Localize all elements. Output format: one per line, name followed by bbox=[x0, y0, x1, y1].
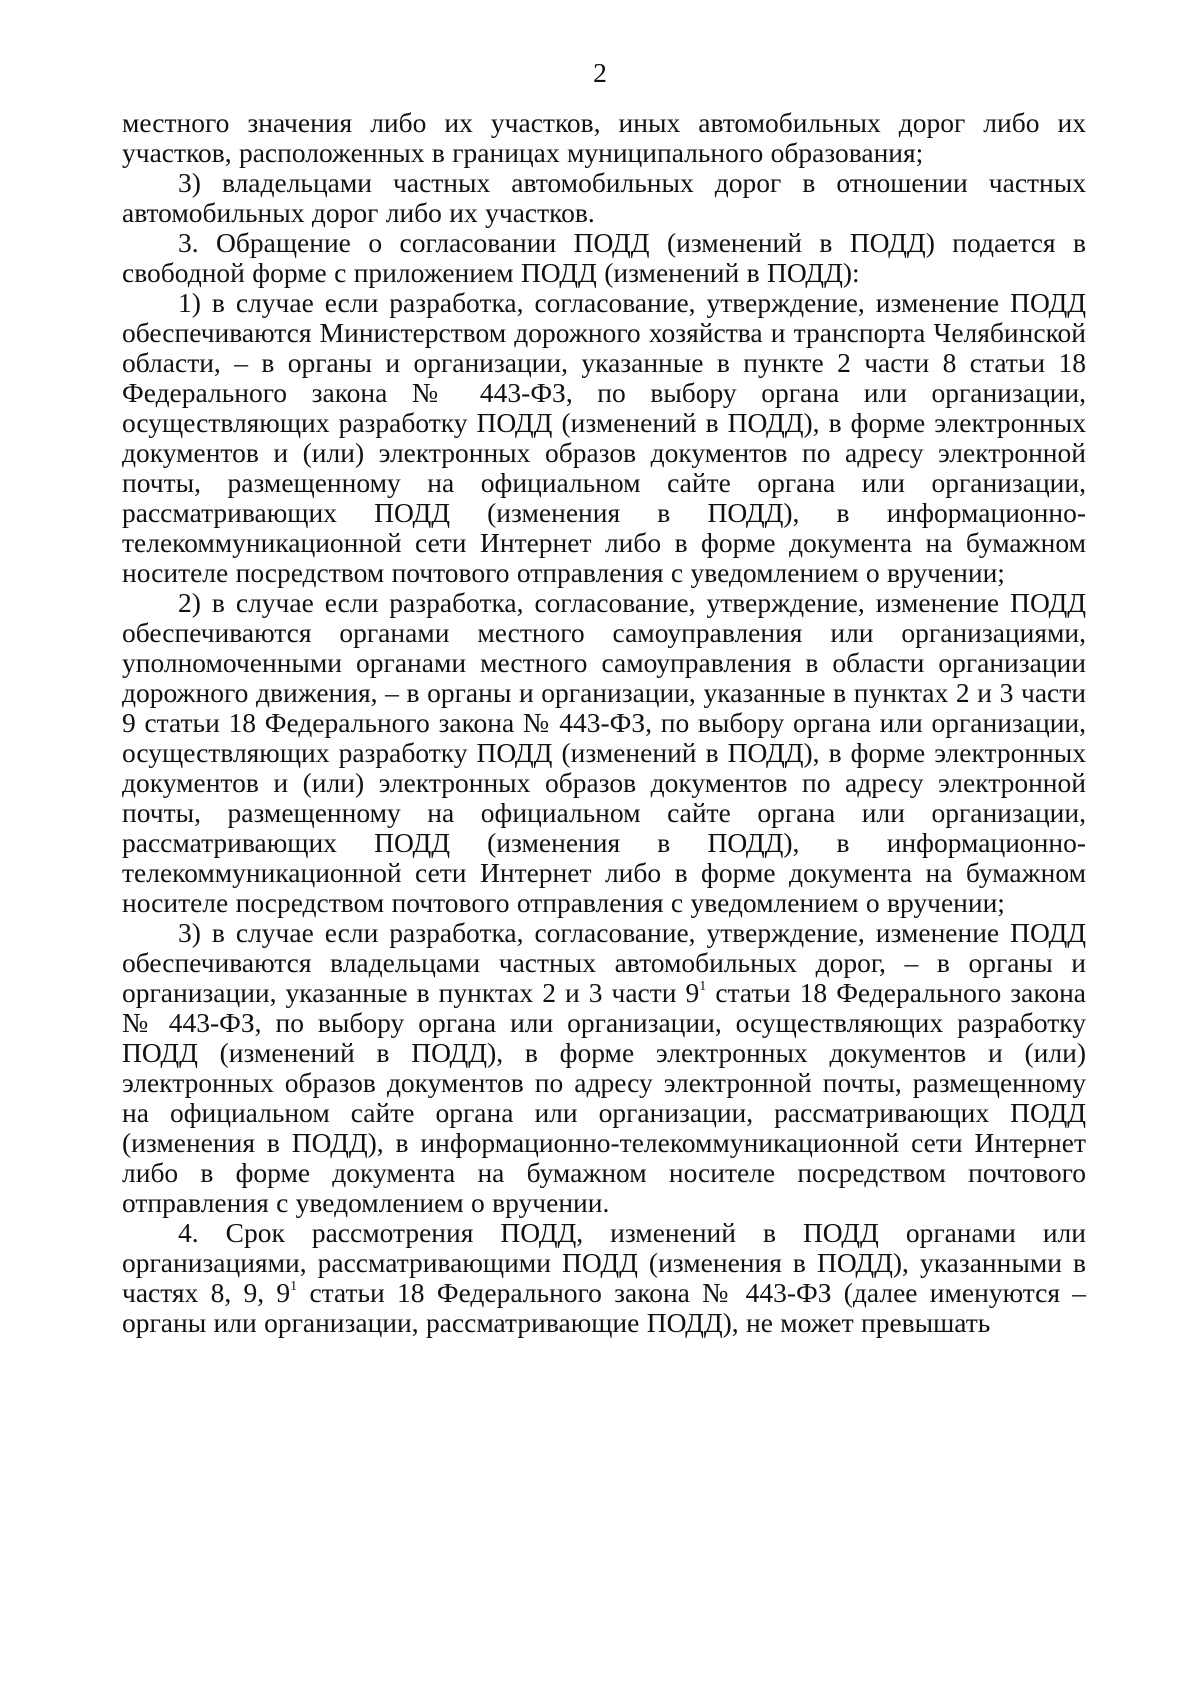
paragraph-text: 4. Срок рассмотрения ПОДД, изменений в ПОДД органами или организациями, рассматривающими ПОДД (изменения в ПОДД), указанными в частях 8, 9, 9 bbox=[122, 1217, 1086, 1308]
paragraph-text: статьи 18 Федерального закона № 443-ФЗ (далее именуются – органы или организации, рассматривающие ПОДД), не может превышать bbox=[122, 1277, 1087, 1338]
superscript: 1 bbox=[290, 1279, 298, 1294]
paragraph-text: статьи 18 Федерального закона № 443-ФЗ, по выбору органа или организации, осуществляющих разработку ПОДД (изменений в ПОДД), в форме электронных документов и (или) электронных образов документов по адресу электронной почты, размещенному на официальном сайте органа или организации, рассматривающих ПОДД (изменения в ПОДД), в информационно-телекоммуникационной сети Интернет либо в форме документа на бумажном носителе посредством почтового отправления с уведомлением о вручении. bbox=[122, 977, 1086, 1218]
paragraph-section-3: 3. Обращение о согласовании ПОДД (изменений в ПОДД) подается в свободной форме с приложением ПОДД (изменений в ПОДД): bbox=[122, 227, 1086, 288]
paragraph-section-4 bbox=[122, 1218, 1086, 1338]
superscript: 1 bbox=[699, 979, 707, 994]
paragraph-item-3-private-roads: 3) владельцами частных автомобильных дорог в отношении частных автомобильных дорог либо их участков. bbox=[122, 167, 1086, 228]
document-body bbox=[122, 108, 1086, 1338]
paragraph-continuation: местного значения либо их участков, иных автомобильных дорог либо их участков, расположенных в границах муниципального образования; bbox=[122, 107, 1086, 168]
paragraph-subitem-1: 1) в случае если разработка, согласование, утверждение, изменение ПОДД обеспечиваются Министерством дорожного хозяйства и транспорта Челябинской области, – в органы и организации, указанные в пункте 2 части 8 статьи 18 Федерального закона № 443-ФЗ, по выбору органа или организации, осуществляющих разработку ПОДД (изменений в ПОДД), в форме электронных документов и (или) электронных образов документов по адресу электронной почты, размещенному на официальном сайте органа или организации, рассматривающих ПОДД (изменения в ПОДД), в информационно-телекоммуникационной сети Интернет либо в форме документа на бумажном носителе посредством почтового отправления с уведомлением о вручении; bbox=[122, 287, 1086, 588]
paragraph-text: 3) в случае если разработка, согласование, утверждение, изменение ПОДД обеспечиваются владельцами частных автомобильных дорог, – в органы и организации, указанные в пунктах 2 и 3 части 9 bbox=[122, 917, 1086, 1008]
paragraph-subitem-3 bbox=[122, 918, 1086, 1218]
paragraph-subitem-2: 2) в случае если разработка, согласование, утверждение, изменение ПОДД обеспечиваются органами местного самоуправления или организациями, уполномоченными органами местного самоуправления в области организации дорожного движения, – в органы и организации, указанные в пунктах 2 и 3 части 9 статьи 18 Федерального закона № 443-ФЗ, по выбору органа или организации, осуществляющих разработку ПОДД (изменений в ПОДД), в форме электронных документов и (или) электронных образов документов по адресу электронной почты, размещенному на официальном сайте органа или организации, рассматривающих ПОДД (изменения в ПОДД), в информационно-телекоммуникационной сети Интернет либо в форме документа на бумажном носителе посредством почтового отправления с уведомлением о вручении; bbox=[122, 587, 1086, 918]
page-number: 2 bbox=[593, 57, 607, 88]
